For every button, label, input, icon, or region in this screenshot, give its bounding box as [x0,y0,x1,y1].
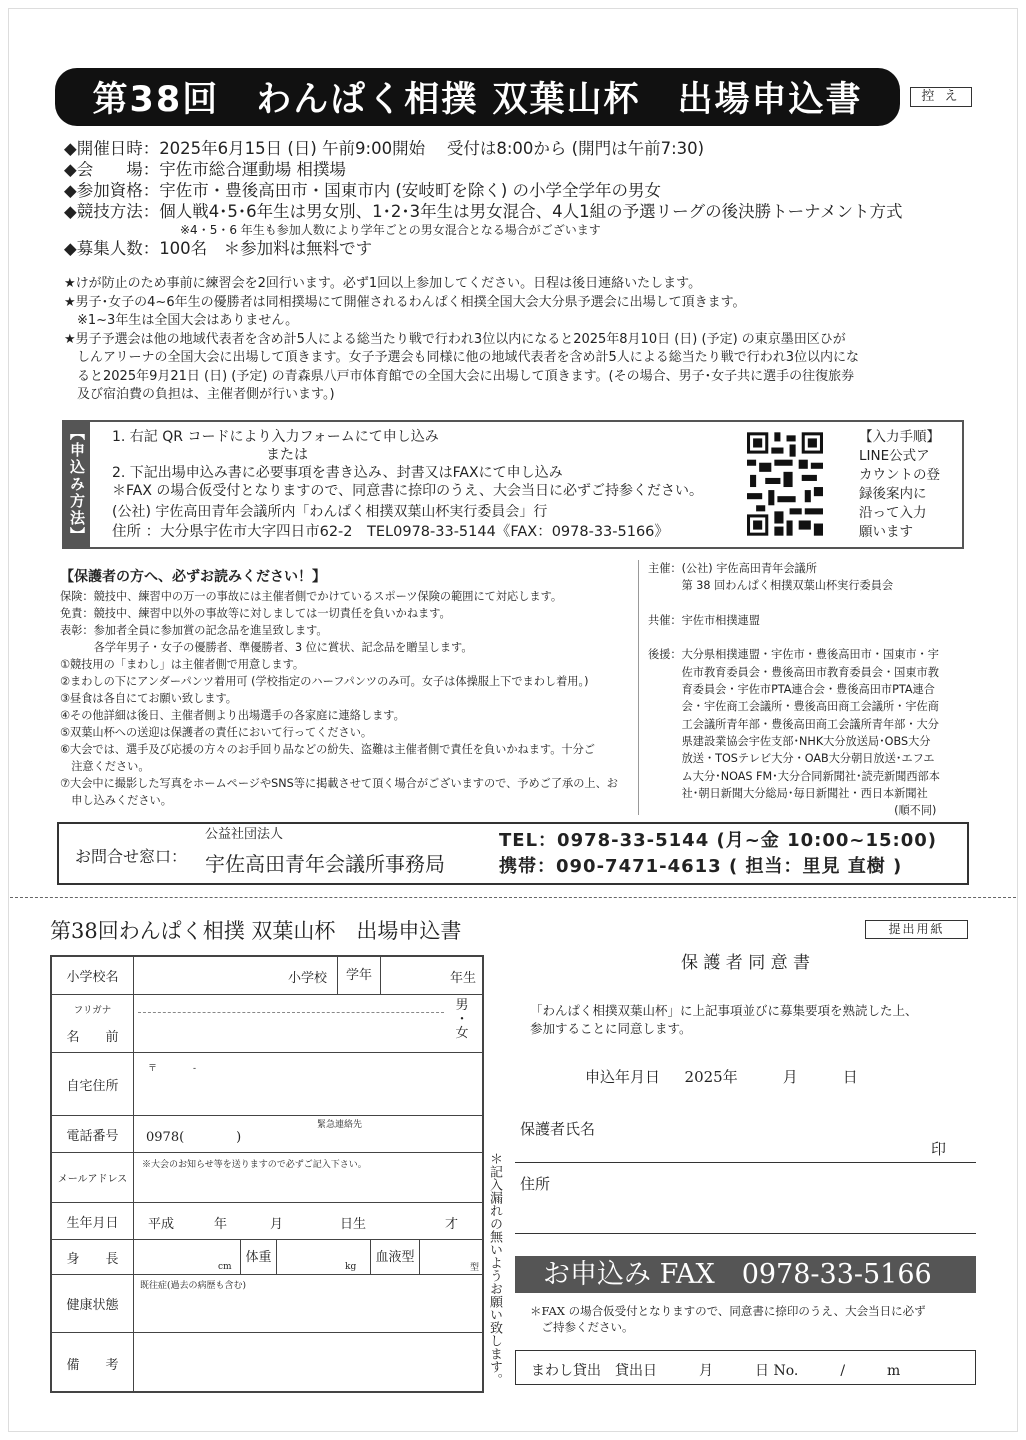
contact-corp-type: 公益社団法人 [205,827,284,842]
event-info [64,138,903,259]
gender-female[interactable]: 女 [455,1026,469,1041]
school-label: 小学校名 [52,957,134,994]
notice-item: ⑤双葉山杯への送迎は保護者の責任において行ってください。 [60,726,373,739]
event-capacity: ◆募集人数：100名 ＊参加料は無料です [64,239,373,258]
note: ※1~3年生は全国大会はありません。 [64,313,299,328]
application-date[interactable]: 申込年月日 2025年 月 日 [585,1068,858,1086]
notice-item: 免責：競技中、練習中以外の事故等に対しましては一切責任を負いかねます。 [60,607,451,620]
event-venue: ◆会 場：宇佐市総合運動場 相撲場 [64,160,346,179]
contact-mobile: 携帯：090-7471-4613 ( 担当：里見 直樹 ) [499,856,903,877]
mawashi-rental-box [515,1350,976,1385]
step-line: 録後案内に [859,486,927,502]
blood-type-label: 血液型 [370,1240,420,1275]
emergency-contact-input[interactable]: 緊急連絡先 [317,1120,363,1130]
note: しんアリーナの全国大会に出場して頂きます。女子予選会も同様に他の地域代表者を含め計5人による総当たり戦で行われ3位以内にな [64,350,859,365]
birth-era: 平成 [148,1217,175,1232]
grade-suffix: 年生 [450,971,477,986]
organizer-line: 会・宇佐商工会議所・豊後高田商工会議所・宇佐商 [648,700,939,714]
row-address [52,1052,482,1115]
postal-code-input[interactable]: 〒 - [148,1064,197,1074]
organizer-line: 主催：(公社) 宇佐高田青年会議所 [648,562,817,575]
gender-separator: ・ [455,1012,469,1027]
furigana-input[interactable] [138,1012,444,1013]
note: ると2025年9月21日 (日) (予定) の青森県八戸市体育館での全国大会に出場して頂きます。(その場合、男子･女子共に選手の往復旅券 [64,368,855,384]
form-side-note: ＊記入漏れの無いようお願い致します。 [487,1152,502,1386]
step-line: 【入力手順】 [859,429,940,445]
step-line: LINE公式ア [859,448,930,464]
application-method-box [62,420,964,549]
note: ★男子予選会は他の地域代表者を含め計5人による総当たり戦で行われ3位以内になると2025年8月10日 (日) (予定) の東京墨田区ひが [64,331,846,347]
notice-item: 保険：競技中、練習中の万一の事故には主催者側でかけているスポーツ保険の範囲にて対応します。 [60,590,563,603]
birth-label: 生年月日 [52,1203,134,1239]
organizers [648,560,970,819]
phone-label: 電話番号 [52,1116,134,1152]
notice-item: 申し込みください。 [60,794,172,807]
organizer-line: 佐市教育委員会・豊後高田市教育委員会・国東市教 [648,665,939,679]
guardian-address-input[interactable] [515,1233,976,1234]
row-health [52,1274,482,1332]
school-input[interactable] [136,957,286,994]
divider [638,560,639,815]
fax-banner: お申込み FAX 0978-33-5166 [515,1256,976,1293]
row-name [52,994,482,1052]
notice-item: 注意ください。 [60,760,150,773]
page-title: 第38回 わんぱく相撲 双葉山杯 出場申込書 [55,68,900,126]
qr-code-icon[interactable] [747,432,823,536]
notice-item: 各学年男子・女子の優勝者、準優勝者、3 位に賞状、記念品を贈呈します。 [60,641,473,654]
row-school [52,957,482,994]
phone-input[interactable]: 0978( ) [146,1130,242,1145]
guardian-notice [60,566,635,809]
row-birth [52,1202,482,1239]
notice-item: ①競技用の「まわし」は主催者側で用意します。 [60,658,305,671]
organizer-line: 放送・TOSテレビ大分・OAB大分朝日放送･エフエ [648,752,935,766]
note: ★男子･女子の4~6年生の優勝者は同相撲場にて開催されるわんぱく相撲全国大会大分県予選会に出場して頂きます。 [64,294,746,310]
health-input[interactable]: 既往症(過去の病歴も含む) [140,1281,247,1291]
seal-mark: 印 [931,1140,947,1158]
birth-month[interactable]: 月 [270,1217,284,1232]
blood-type-input[interactable]: 型 [470,1263,480,1273]
organizer-line: 第 38 回わんぱく相撲双葉山杯実行委員会 [648,579,894,593]
note: 及び宿泊費の負担は、主催者側が行います。) [64,387,335,402]
note: ★けが防止のため事前に練習会を2回行います。必ず1回以上参加してください。日程は後日連絡いたします。 [64,276,702,291]
birth-day[interactable]: 日生 [340,1217,367,1232]
notice-item: ③昼食は各自にてお願い致します。 [60,692,237,705]
cut-line [10,897,1016,898]
organizer-line: 社･朝日新聞大分総局･毎日新聞社・西日本新聞社 [648,786,928,800]
form-title: 第38回わんぱく相撲 双葉山杯 出場申込書 [50,919,462,943]
entry-form-table [50,955,484,1393]
email-input[interactable]: ※大会のお知らせ等を送りますので必ずご記入下さい。 [142,1160,367,1170]
height-input[interactable]: cm [218,1262,232,1272]
application-side-label: 【申込み方法】 [64,422,90,547]
event-date: ◆開催日時：2025年6月15日 (日) 午前9:00開始 受付は8:00から (開門は午前7:30) [64,139,705,158]
event-method: ◆競技方法：個人戦4･5･6年生は男女別、1･2･3年生は男女混合、4人1組の予選リーグの後決勝トーナメント方式 [64,202,903,221]
fax-note: ＊FAX の場合仮受付となりますので、同意書に捺印のうえ、大会当日に必ず ご持参ください。 [530,1304,926,1334]
step-line: 沿って入力 [859,505,927,521]
step-line: カウントの登 [859,467,940,483]
grade-input[interactable] [382,957,448,994]
row-body [52,1239,482,1274]
name-label: 名 前 [66,1030,119,1045]
organizer-line: ム大分･NOAS FM･大分合同新聞社･読売新聞西部本 [648,769,940,783]
organizer-line [648,629,970,646]
event-eligibility: ◆参加資格：宇佐市・豊後高田市・国東市内 (安岐町を除く) の小学全学年の男女 [64,181,662,200]
age-input[interactable]: 才 [445,1217,459,1232]
organizer-line [648,595,970,612]
method-line: または [112,447,308,463]
gender-male[interactable]: 男 [455,998,469,1013]
method-line: 1. 右記 QR コードにより入力フォームにて申し込み [112,429,439,445]
guardian-address-label: 住所 [520,1175,551,1193]
notice-item: ④その他詳細は後日、主催者側より出場選手の各家庭に連絡します。 [60,709,405,722]
school-suffix: 小学校 [288,971,328,986]
grade-label: 学年 [337,957,381,994]
organizer-line: 共催：宇佐市相撲連盟 [648,613,760,627]
notice-heading: 【保護者の方へ、必ずお読みください！】 [60,569,326,585]
furigana-label: フリガナ [73,1005,112,1016]
organizer-line: 県建設業協会宇佐支部･NHK大分放送局･OBS大分 [648,734,931,748]
height-label: 身 長 [52,1240,134,1274]
contact-box [57,822,969,885]
birth-year[interactable]: 年 [214,1217,228,1232]
weight-input[interactable]: kg [345,1262,357,1272]
address-label: 自宅住所 [52,1053,134,1115]
weight-label: 体重 [240,1240,277,1275]
step-line: 願います [859,524,913,540]
method-line: 2. 下記出場申込み書に必要事項を書き込み、封書又はFAXにて申し込み [112,465,563,481]
notice-item: 表彰：参加者全員に参加賞の記念品を進呈致します。 [60,624,328,637]
remarks-input[interactable] [136,1333,482,1393]
guardian-name-input[interactable] [515,1162,976,1163]
organizer-line: 工会議所青年部・豊後高田商工会議所青年部・大分 [648,717,939,731]
submit-label: 提出用紙 [865,920,968,939]
contact-corp-name: 宇佐高田青年会議所事務局 [205,852,445,876]
event-method-note: ※4・5・6 年生も参加人数により学年ごとの男女混合となる場合がございます [180,223,601,237]
notes [64,275,974,405]
contact-tel: TEL：0978-33-5144 (月~金 10:00~15:00) [499,830,937,851]
organizer-line: 育委員会・宇佐市PTA連合会・豊後高田市PTA連合 [648,683,935,697]
notice-item: ⑦大会中に撮影した写真をホームページやSNS等に掲載させて頂く場合がございますので、予めご了承の上、お [60,777,618,790]
consent-text: 「わんぱく相撲双葉山杯」に上記事項並びに募集要項を熟読した上、 参加することに同意します。 [530,1003,918,1036]
method-line: ＊FAX の場合仮受付となりますので、同意書に捺印のうえ、大会当日に必ずご持参ください。 [112,483,703,499]
method-line: (公社) 宇佐高田青年会議所内「わんぱく相撲双葉山杯実行委員会」行 [112,504,548,520]
remarks-label: 備 考 [52,1333,134,1393]
contact-label: お問合せ窓口： [75,847,188,866]
name-input[interactable] [138,1017,444,1051]
row-email [52,1152,482,1202]
guardian-name-label: 保護者氏名 [520,1120,596,1138]
row-remarks [52,1332,482,1393]
organizer-line: 後援：大分県相撲連盟・宇佐市・豊後高田市・国東市・宇 [648,648,939,662]
copy-label: 控 え [910,87,972,107]
consent-title: 保 護 者 同 意 書 [680,953,811,973]
health-label: 健康状態 [52,1275,134,1332]
mawashi-rental: まわし貸出 貸出日 月 日 No. / m [531,1363,901,1379]
organizer-line: (順不同) [648,804,937,818]
row-phone [52,1115,482,1152]
method-address: 住所 ：大分県宇佐市大字四日市62-2 TEL0978-33-5144《FAX：0978-33-5166》 [112,524,669,540]
email-label: メールアドレス [52,1153,134,1202]
notice-item: ⑥大会では、選手及び応援の方々のお手回り品などの紛失、盗難は主催者側で責任を負いかねます。十分ご [60,743,595,756]
notice-item: ②まわしの下にアンダーパンツ着用可 (学校指定のハーフパンツのみ可。女子は体操服上下でまわし着用。) [60,675,589,688]
